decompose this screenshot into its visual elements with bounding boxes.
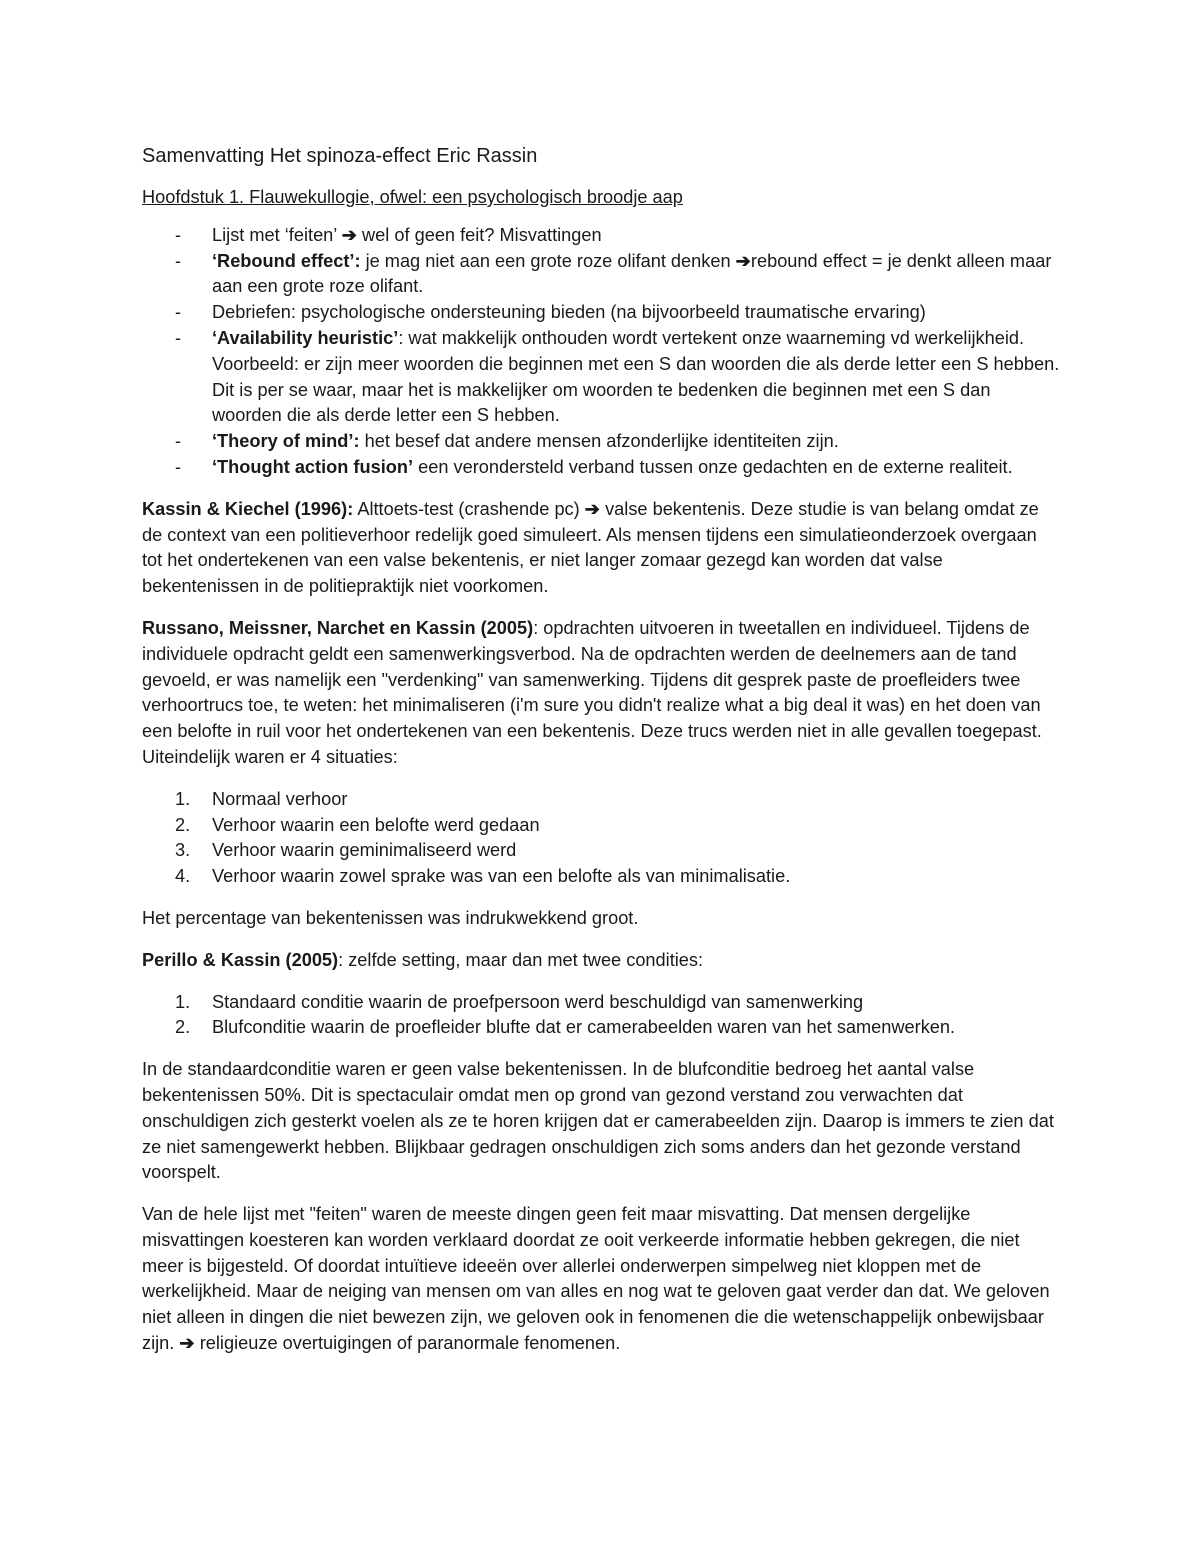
paragraph-kassin: Kassin & Kiechel (1996): Alttoets-test (crashende pc) ➔ valse bekentenis. Deze studie is van belang omdat ze de context van een politieverhoor redelijk goed simuleert. Als mensen tijdens een simulatieonderzoek overgaan tot het ondertekenen van een valse bekentenis, er niet langer zomaar gezegd kan worden dat valse bekentenissen in de politiepraktijk niet voorkomen. [142, 498, 1039, 597]
paragraph-standard-condition: In de standaardconditie waren er geen valse bekentenissen. In de blufconditie bedroeg het aantal valse bekentenissen 50%. Dit is spectaculair omdat men op grond van gezond verstand zou verwachten dat onschuldigen zich gesterkt voelen als ze te horen krijgen dat er camerabeelden zijn. Daarop is immers te zien dat ze niet samengewerkt hebben. Blijkbaar gedragen onschuldigen zich soms anders dan het gezonde verstand voorspelt. [142, 1059, 1054, 1183]
list-item: - Lijst met ‘feiten’ ➔ wel of geen feit? Misvattingen [142, 223, 1062, 249]
list-item: 3. Verhoor waarin geminimaliseerd werd [175, 840, 517, 861]
term: ‘Theory of mind’: [212, 431, 360, 452]
document-title: Samenvatting Het spinoza-effect Eric Rassin [142, 145, 538, 167]
chapter-heading: Hoofdstuk 1. Flauwekullogie, ofwel: een psychologisch broodje aap [142, 187, 683, 207]
list-item: - ‘Theory of mind’: het besef dat andere mensen afzonderlijke identiteiten zijn. [142, 429, 1062, 455]
arrow-icon: ➔ [735, 250, 751, 271]
paragraph-perillo: Perillo & Kassin (2005): zelfde setting, maar dan met twee condities: [142, 949, 704, 970]
arrow-icon: ➔ [341, 224, 357, 245]
citation: Russano, Meissner, Narchet en Kassin (2005) [142, 617, 534, 638]
list-item: 1. Standaard conditie waarin de proefpersoon werd beschuldigd van samenwerking [175, 991, 864, 1012]
list-item: - ‘Thought action fusion’ een verondersteld verband tussen onze gedachten en de externe realiteit. [142, 455, 1062, 481]
term: ‘Rebound effect’: [212, 250, 361, 271]
list-item: 2. Verhoor waarin een belofte werd gedaan [175, 814, 540, 835]
list-item: - ‘Rebound effect’: je mag niet aan een grote roze olifant denken ➔rebound effect = je denkt alleen maar aan een grote roze olifant. [142, 249, 1062, 301]
term: ‘Availability heuristic’ [212, 327, 399, 348]
document-body [142, 143, 1062, 1373]
paragraph-percentage: Het percentage van bekentenissen was indrukwekkend groot. [142, 907, 639, 928]
term: ‘Thought action fusion’ [212, 456, 414, 477]
bullet-list [142, 223, 1062, 481]
citation: Kassin & Kiechel (1996): [142, 498, 354, 519]
conditions-list [142, 990, 1062, 1042]
list-item: 2. Blufconditie waarin de proefleider blufte dat er camerabeelden waren van het samenwerken. [175, 1017, 956, 1038]
list-item: - Debriefen: psychologische ondersteuning bieden (na bijvoorbeeld traumatische ervaring) [142, 300, 1062, 326]
paragraph-russano: Russano, Meissner, Narchet en Kassin (2005): opdrachten uitvoeren in tweetallen en individueel. Tijdens de individuele opdracht geldt een samenwerkingsverbod. Na de opdrachten werden de deelnemers aan de tand gevoeld, er was namelijk een "verdenking" van samenwerking. Tijdens dit gesprek paste de proefleiders twee verhoortrucs toe, te weten: het minimaliseren (i'm sure you didn't realize what a big deal it was) en het doen van een belofte in ruil voor het ondertekenen van een bekentenis. Deze trucs werden niet in alle gevallen toegepast. Uiteindelijk waren er 4 situaties: [142, 617, 1042, 767]
arrow-icon: ➔ [179, 1333, 195, 1354]
list-item: - ‘Availability heuristic’: wat makkelijk onthouden wordt vertekent onze waarneming vd werkelijkheid. Voorbeeld: er zijn meer woorden die beginnen met een S dan woorden die als derde letter een S hebben. Dit is per se waar, maar het is makkelijker om woorden te bedenken die beginnen met een S dan woorden die als derde letter een S hebben. [142, 326, 1062, 429]
paragraph-conclusion: Van de hele lijst met "feiten" waren de meeste dingen geen feit maar misvatting. Dat mensen dergelijke misvattingen koesteren kan worden verklaard doordat ze ooit verkeerde informatie hebben gekregen, die niet meer is bijgesteld. Of doordat intuïtieve ideeën over allerlei onderwerpen simpelweg niet kloppen met de werkelijkheid. Maar de neiging van mensen om van alles en nog wat te geloven gaat verder dan dat. We geloven niet alleen in dingen die niet bewezen zijn, we geloven ook in fenomenen die die wetenschappelijk onbewijsbaar zijn. ➔ religieuze overtuigingen of paranormale fenomenen. [142, 1204, 1050, 1354]
citation: Perillo & Kassin (2005) [142, 949, 339, 970]
situations-list [142, 787, 1062, 890]
list-item: 1. Normaal verhoor [175, 788, 348, 809]
list-item: 4. Verhoor waarin zowel sprake was van een belofte als van minimalisatie. [175, 866, 791, 887]
arrow-icon: ➔ [584, 498, 601, 519]
